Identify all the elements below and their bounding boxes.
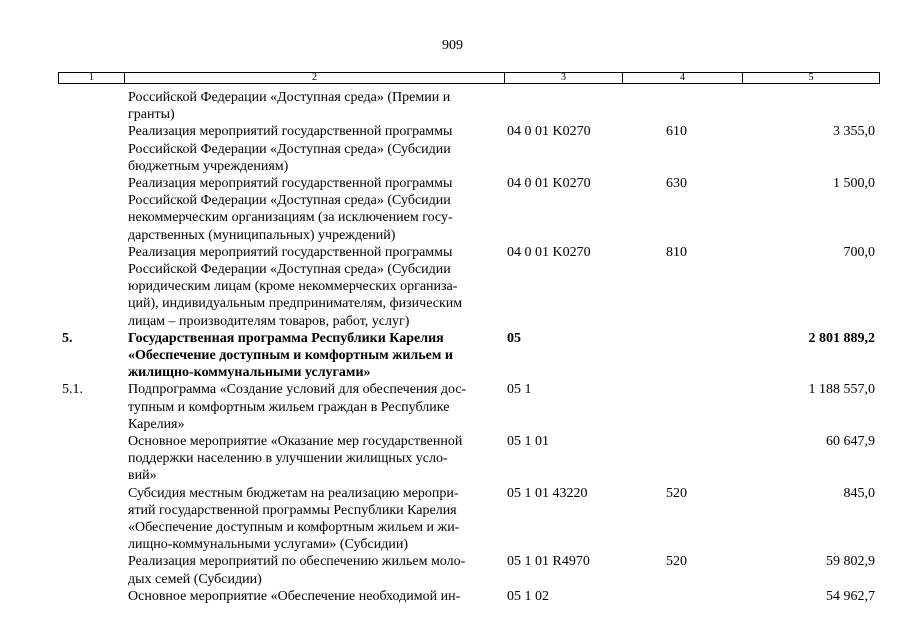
description-line: бюджетным учреждениям): [128, 158, 289, 174]
description-line: Российской Федерации «Доступная среда» (Субсидии: [128, 262, 451, 278]
row-number: 5.1.: [62, 382, 83, 398]
description-line: Подпрограмма «Создание условий для обеспечения дос-: [128, 382, 467, 398]
description-line: некоммерческим организациям (за исключением госу-: [128, 210, 453, 226]
row-expense-type: 520: [666, 554, 687, 570]
row-description: [128, 123, 496, 175]
row-code: 05 1 02: [507, 588, 549, 604]
description-line: Российской Федерации «Доступная среда» (Субсидии: [128, 193, 451, 209]
table-row: [0, 175, 905, 244]
description-line: «Обеспечение доступным и комфортным жильем и жи-: [128, 520, 460, 536]
description-line: Субсидия местным бюджетам на реализацию меропри-: [128, 485, 459, 501]
row-expense-type: 520: [666, 485, 687, 501]
table-row: [0, 433, 905, 485]
description-line: Реализация мероприятий государственной программы: [128, 244, 453, 260]
row-amount: 60 647,9: [826, 434, 875, 450]
row-description: [128, 244, 496, 330]
table-body: [0, 89, 905, 605]
row-expense-type: 810: [666, 244, 687, 260]
row-amount: 1 500,0: [833, 176, 875, 192]
table-row: [0, 381, 905, 433]
row-code: 05 1 01 43220: [507, 485, 588, 501]
row-expense-type: 610: [666, 124, 687, 140]
table-row: [0, 588, 905, 605]
description-line: юридическим лицам (кроме некоммерческих организа-: [128, 279, 458, 295]
row-description: [128, 381, 496, 433]
description-line: жилищно-коммунальными услугами»: [128, 365, 371, 381]
row-code: 04 0 01 K0270: [507, 176, 591, 192]
table-row: [0, 485, 905, 554]
description-line: Реализация мероприятий по обеспечению жильем моло-: [128, 554, 466, 570]
table-row: [0, 330, 905, 382]
description-line: лищно-коммунальными услугами» (Субсидии): [128, 537, 408, 553]
description-line: гранты): [128, 107, 175, 123]
description-line: Российской Федерации «Доступная среда» (Субсидии: [128, 141, 451, 157]
row-description: [128, 89, 496, 123]
page-number: 909: [442, 38, 463, 53]
row-description: [128, 433, 496, 485]
row-amount: 2 801 889,2: [808, 330, 875, 346]
description-line: «Обеспечение доступным и комфортным жильем и: [128, 348, 453, 364]
row-code: 04 0 01 K0270: [507, 244, 591, 260]
row-description: [128, 588, 496, 605]
header-col-4: 4: [623, 73, 743, 83]
row-code: 05 1: [507, 382, 532, 398]
description-line: дых семей (Субсидии): [128, 571, 262, 587]
header-col-3: 3: [505, 73, 623, 83]
table-header: [58, 72, 880, 84]
row-amount: 845,0: [843, 485, 875, 501]
header-col-5: 5: [808, 72, 814, 83]
row-amount: 1 188 557,0: [808, 382, 875, 398]
row-code: 05 1 01: [507, 434, 549, 450]
description-line: поддержки населению в улучшении жилищных усло-: [128, 451, 448, 467]
row-description: [128, 330, 496, 382]
table-row: [0, 244, 905, 330]
description-line: Российской Федерации «Доступная среда» (Премии и: [128, 90, 451, 105]
row-amount: 59 802,9: [826, 554, 875, 570]
description-line: Карелия»: [128, 416, 185, 432]
row-code: 05: [507, 330, 521, 346]
row-amount: 700,0: [843, 244, 875, 260]
row-number: 5.: [62, 330, 73, 346]
row-amount: 54 962,7: [826, 588, 875, 604]
row-amount: 3 355,0: [833, 124, 875, 140]
row-code: 04 0 01 K0270: [507, 124, 591, 140]
description-line: дарственных (муниципальных) учреждений): [128, 227, 396, 243]
header-col-2: 2: [125, 73, 505, 83]
row-expense-type: 630: [666, 176, 687, 192]
description-line: лицам – производителям товаров, работ, услуг): [128, 313, 410, 329]
row-code: 05 1 01 R4970: [507, 554, 590, 570]
row-description: [128, 485, 496, 554]
description-line: Основное мероприятие «Оказание мер государственной: [128, 434, 463, 450]
header-col-1: 1: [59, 73, 125, 83]
table-row: [0, 553, 905, 587]
description-line: Реализация мероприятий государственной программы: [128, 176, 453, 192]
description-line: ятий государственной программы Республики Карелия: [128, 502, 457, 518]
description-line: вий»: [128, 468, 157, 484]
description-line: Реализация мероприятий государственной программы: [128, 124, 453, 140]
description-line: тупным и комфортным жильем граждан в Республике: [128, 399, 450, 415]
row-description: [128, 175, 496, 244]
row-description: [128, 553, 496, 587]
description-line: Государственная программа Республики Карелия: [128, 330, 444, 346]
description-line: Основное мероприятие «Обеспечение необходимой ин-: [128, 588, 461, 604]
table-row: [0, 123, 905, 175]
description-line: ций), индивидуальным предпринимателям, физическим: [128, 296, 463, 312]
table-row: [0, 89, 905, 123]
